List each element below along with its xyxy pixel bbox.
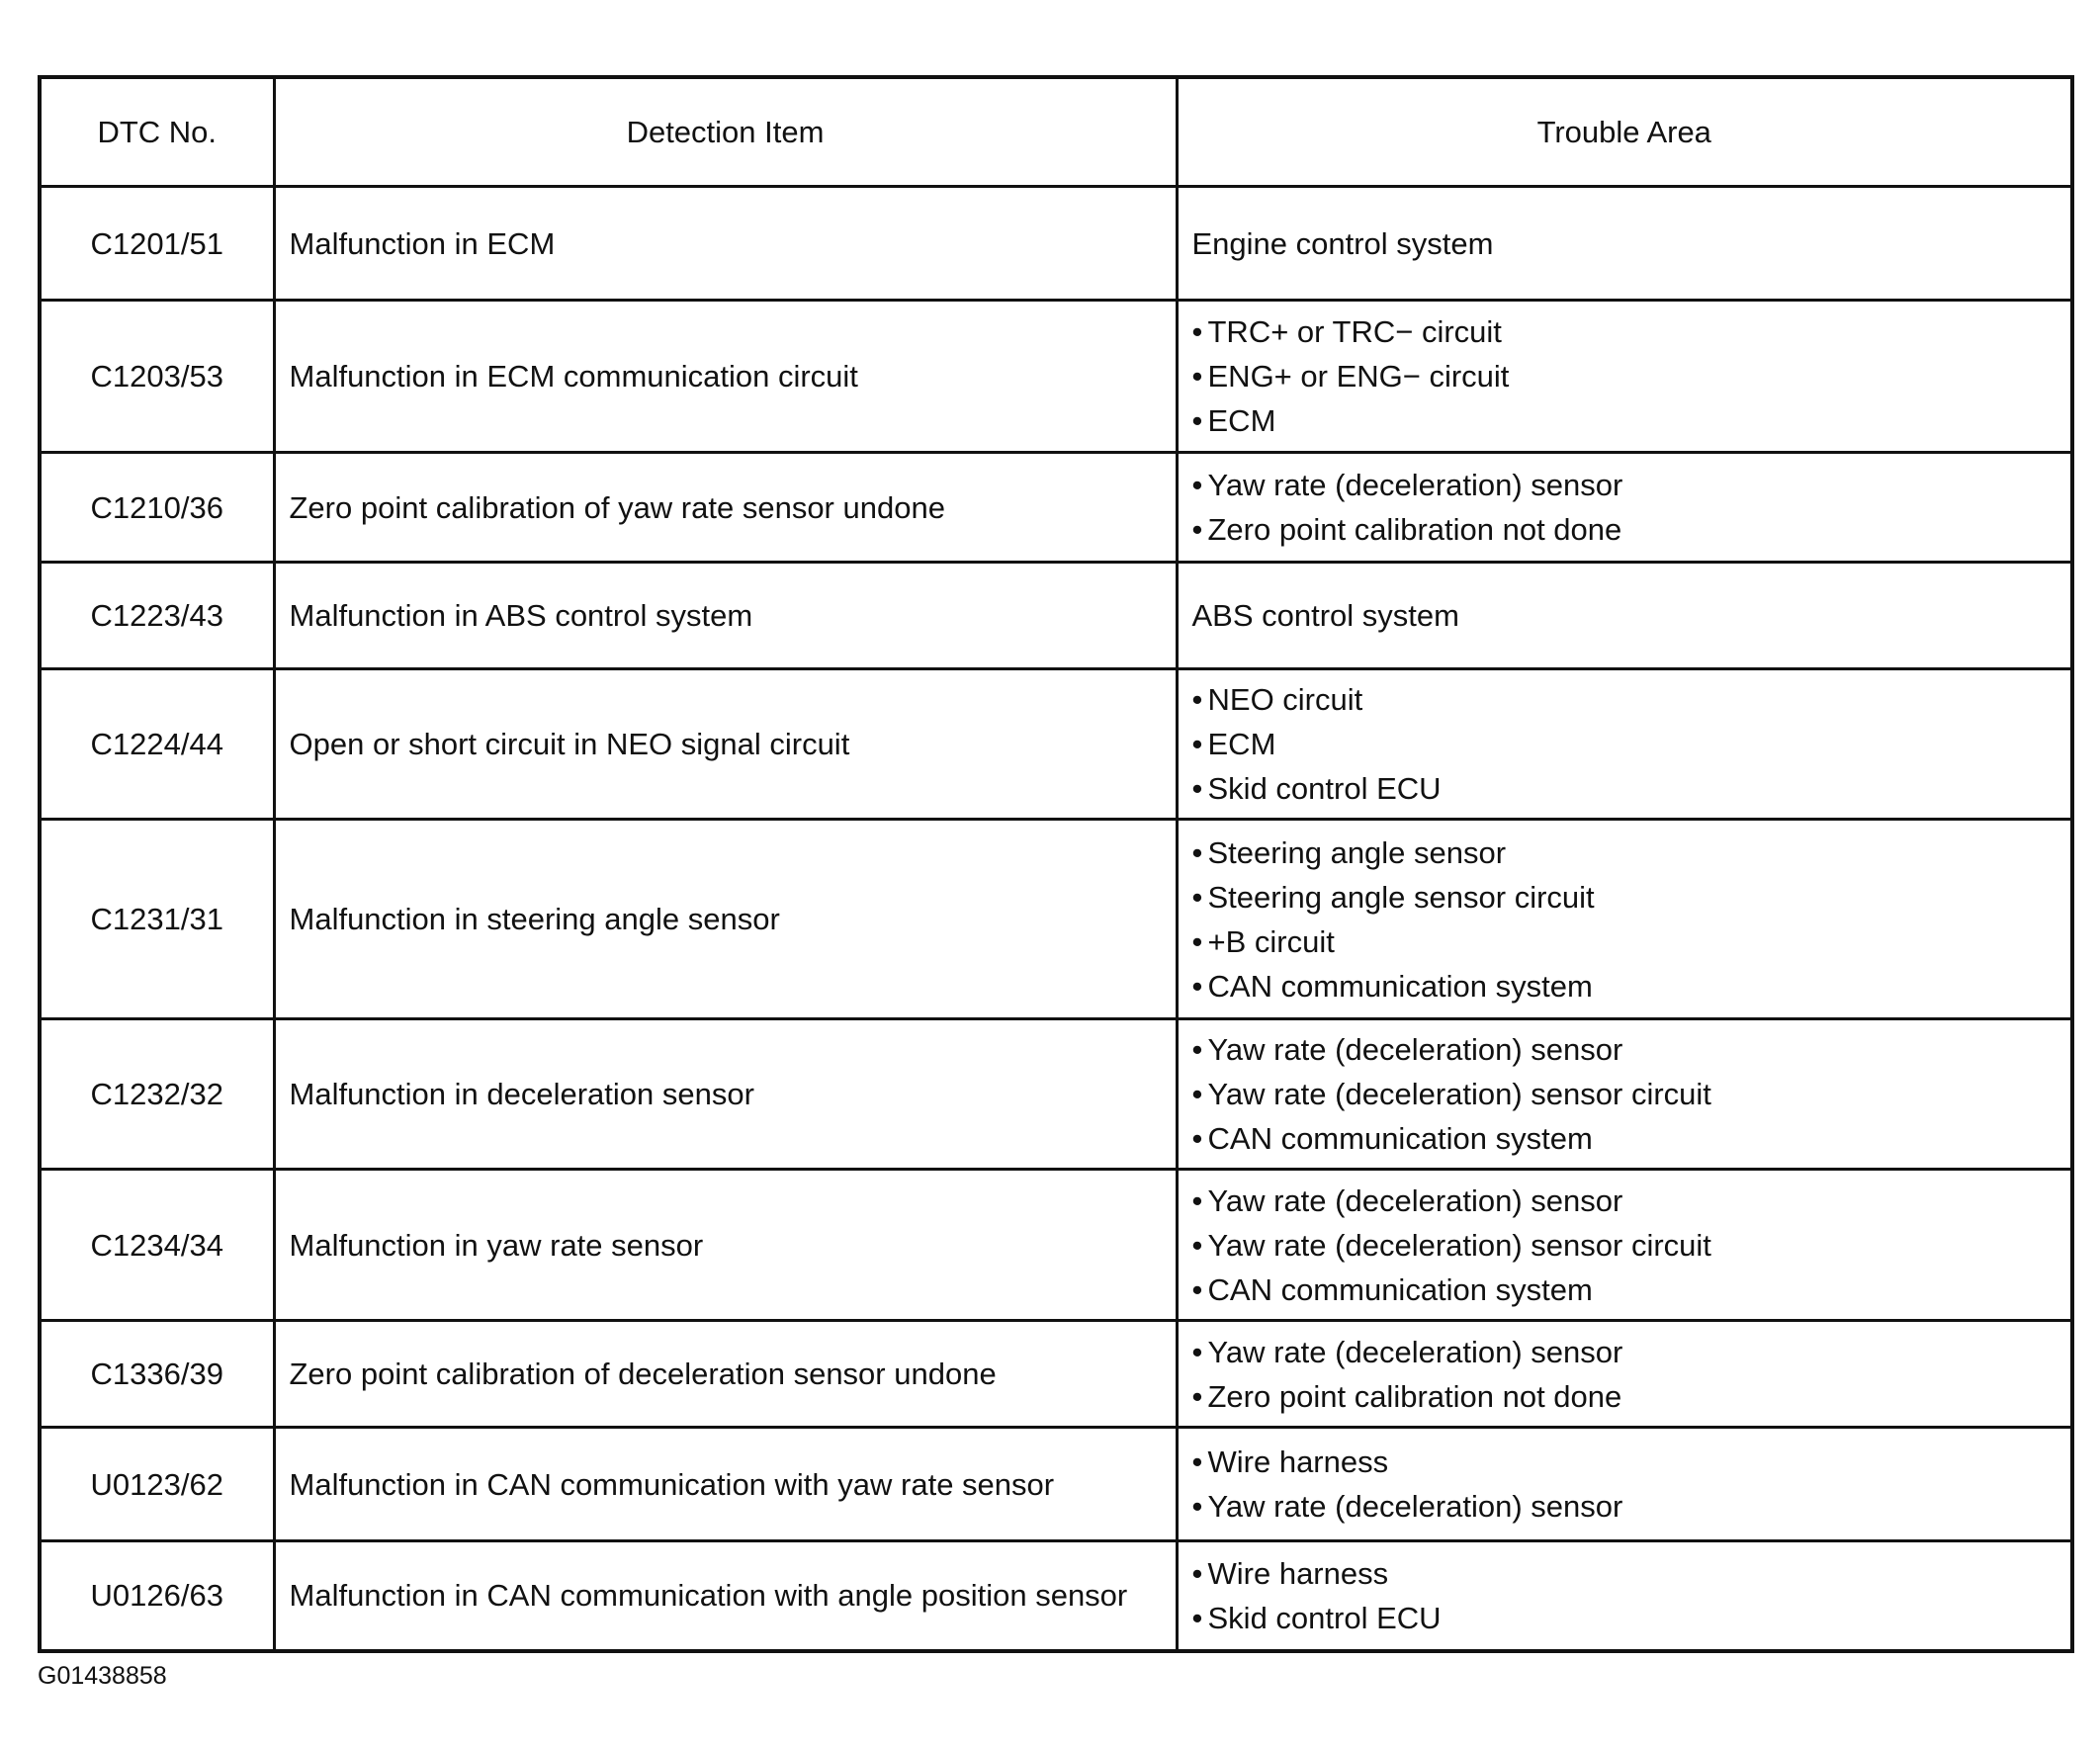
trouble-area-text: ENG+ or ENG− circuit <box>1207 359 1510 394</box>
trouble-area-text: Skid control ECU <box>1207 1600 1442 1635</box>
bullet-icon: • <box>1191 468 1203 502</box>
trouble-area-list <box>1192 831 2071 1008</box>
trouble-area-cell <box>1177 301 2072 453</box>
trouble-area-text: Yaw rate (deceleration) sensor <box>1207 1334 1623 1369</box>
bullet-icon: • <box>1191 1227 1203 1263</box>
dtc-code-cell: C1210/36 <box>40 453 274 563</box>
bullet-icon: • <box>1191 923 1203 959</box>
bullet-icon: • <box>1191 727 1203 761</box>
trouble-area-text: CAN communication system <box>1207 968 1593 1004</box>
trouble-area-item <box>1192 1223 2071 1268</box>
trouble-area-item <box>1192 398 2071 443</box>
trouble-area-cell <box>1177 453 2072 563</box>
bullet-icon: • <box>1191 314 1203 349</box>
table-row <box>40 1019 2072 1170</box>
dtc-code-cell: U0126/63 <box>40 1541 274 1651</box>
trouble-area-text: +B circuit <box>1207 923 1335 959</box>
bullet-icon: • <box>1191 1445 1203 1479</box>
trouble-area-item <box>1192 722 2071 766</box>
trouble-area-text: NEO circuit <box>1207 682 1363 717</box>
trouble-area-list <box>1192 677 2071 811</box>
detection-item-cell: Zero point calibration of yaw rate sensor undone <box>274 453 1177 563</box>
trouble-area-text: Zero point calibration not done <box>1207 1378 1622 1414</box>
trouble-area-item <box>1192 875 2071 919</box>
trouble-area-cell <box>1177 1541 2072 1651</box>
trouble-area-item <box>1192 964 2071 1008</box>
header-row <box>40 77 2072 187</box>
trouble-area-text: TRC+ or TRC− circuit <box>1207 314 1502 349</box>
trouble-area-item <box>1192 1116 2071 1161</box>
table-row <box>40 301 2072 453</box>
trouble-area-item <box>1192 463 2071 507</box>
trouble-area-item <box>1192 309 2071 354</box>
bullet-icon: • <box>1191 1489 1203 1524</box>
dtc-code-cell: C1232/32 <box>40 1019 274 1170</box>
table-row <box>40 1428 2072 1541</box>
trouble-area-item <box>1192 1374 2071 1419</box>
trouble-area-item <box>1192 677 2071 722</box>
trouble-area-item <box>1192 919 2071 964</box>
detection-item-cell: Malfunction in steering angle sensor <box>274 820 1177 1019</box>
header-trouble-area: Trouble Area <box>1177 77 2072 187</box>
detection-item-cell: Malfunction in ECM <box>274 187 1177 301</box>
bullet-icon: • <box>1191 403 1203 438</box>
trouble-area-item <box>1192 1440 2071 1484</box>
trouble-area-text: Steering angle sensor <box>1207 834 1507 870</box>
bullet-icon: • <box>1191 879 1203 915</box>
table-row <box>40 669 2072 820</box>
dtc-code-cell: C1224/44 <box>40 669 274 820</box>
trouble-area-item <box>1192 1551 2071 1596</box>
trouble-area-list <box>1192 1179 2071 1312</box>
figure-id: G01438858 <box>38 1662 167 1690</box>
table-row <box>40 187 2072 301</box>
trouble-area-item <box>1192 1596 2071 1640</box>
bullet-icon: • <box>1191 1271 1203 1307</box>
header-dtc-no: DTC No. <box>40 77 274 187</box>
trouble-area-cell <box>1177 1170 2072 1321</box>
bullet-icon: • <box>1191 1334 1203 1369</box>
trouble-area-list <box>1192 463 2071 552</box>
trouble-area-item <box>1192 1027 2071 1072</box>
trouble-area-text: ECM <box>1207 727 1276 761</box>
trouble-area-text: Yaw rate (deceleration) sensor <box>1207 1182 1623 1218</box>
trouble-area-cell <box>1177 820 2072 1019</box>
trouble-area-text: Yaw rate (deceleration) sensor <box>1207 1489 1623 1524</box>
detection-item-cell: Malfunction in CAN communication with angle position sensor <box>274 1541 1177 1651</box>
trouble-area-item <box>1192 507 2071 552</box>
trouble-area-list <box>1192 1551 2071 1640</box>
trouble-area-item <box>1192 1072 2071 1116</box>
dtc-table <box>38 75 2074 1653</box>
table-row <box>40 820 2072 1019</box>
trouble-area-text: Yaw rate (deceleration) sensor circuit <box>1207 1077 1711 1111</box>
trouble-area-text: Engine control system <box>1191 225 1494 261</box>
trouble-area-text: Wire harness <box>1207 1555 1389 1591</box>
trouble-area-text: Yaw rate (deceleration) sensor <box>1207 1032 1623 1067</box>
bullet-icon: • <box>1191 1600 1203 1635</box>
bullet-icon: • <box>1191 1032 1203 1067</box>
bullet-icon: • <box>1191 1555 1203 1591</box>
header-detection-item: Detection Item <box>274 77 1177 187</box>
trouble-area-item <box>1192 831 2071 875</box>
trouble-area-item <box>1192 1484 2071 1529</box>
dtc-code-cell: C1336/39 <box>40 1321 274 1428</box>
trouble-area-cell <box>1177 1321 2072 1428</box>
trouble-area-list <box>1192 1330 2071 1419</box>
dtc-code-cell: C1231/31 <box>40 820 274 1019</box>
dtc-code-cell: U0123/62 <box>40 1428 274 1541</box>
bullet-icon: • <box>1191 682 1203 717</box>
trouble-area-cell <box>1177 1428 2072 1541</box>
trouble-area-list <box>1192 1027 2071 1161</box>
table-body <box>40 187 2072 1651</box>
trouble-area-item <box>1192 354 2071 398</box>
bullet-icon: • <box>1191 834 1203 870</box>
trouble-area-text: Zero point calibration not done <box>1207 512 1622 547</box>
detection-item-cell: Open or short circuit in NEO signal circuit <box>274 669 1177 820</box>
detection-item-cell: Malfunction in yaw rate sensor <box>274 1170 1177 1321</box>
table-row <box>40 563 2072 669</box>
detection-item-cell: Zero point calibration of deceleration sensor undone <box>274 1321 1177 1428</box>
table-row <box>40 1541 2072 1651</box>
trouble-area-text: CAN communication system <box>1207 1121 1593 1156</box>
dtc-code-cell: C1234/34 <box>40 1170 274 1321</box>
bullet-icon: • <box>1191 1077 1203 1111</box>
dtc-code-cell: C1201/51 <box>40 187 274 301</box>
table-row <box>40 453 2072 563</box>
bullet-icon: • <box>1191 1378 1203 1414</box>
bullet-icon: • <box>1191 359 1203 394</box>
trouble-area-item <box>1192 1179 2071 1223</box>
detection-item-cell: Malfunction in ABS control system <box>274 563 1177 669</box>
trouble-area-cell <box>1177 669 2072 820</box>
trouble-area-text: Steering angle sensor circuit <box>1207 879 1595 915</box>
trouble-area-text: Yaw rate (deceleration) sensor <box>1207 468 1623 502</box>
bullet-icon: • <box>1191 968 1203 1004</box>
trouble-area-list <box>1192 309 2071 443</box>
bullet-icon: • <box>1191 512 1203 547</box>
trouble-area-text: Yaw rate (deceleration) sensor circuit <box>1207 1227 1711 1263</box>
bullet-icon: • <box>1191 771 1203 806</box>
trouble-area-text: Wire harness <box>1207 1445 1389 1479</box>
detection-item-cell: Malfunction in deceleration sensor <box>274 1019 1177 1170</box>
trouble-area-cell <box>1177 187 2072 301</box>
trouble-area-text: ECM <box>1207 403 1276 438</box>
trouble-area-text: ABS control system <box>1191 598 1459 633</box>
trouble-area-cell <box>1177 1019 2072 1170</box>
detection-item-cell: Malfunction in CAN communication with yaw rate sensor <box>274 1428 1177 1541</box>
trouble-area-text: CAN communication system <box>1207 1271 1593 1307</box>
trouble-area-text: Skid control ECU <box>1207 771 1442 806</box>
table-row <box>40 1321 2072 1428</box>
bullet-icon: • <box>1191 1121 1203 1156</box>
dtc-code-cell: C1223/43 <box>40 563 274 669</box>
trouble-area-item <box>1192 766 2071 811</box>
trouble-area-item <box>1192 1268 2071 1312</box>
table-row <box>40 1170 2072 1321</box>
trouble-area-list <box>1192 1440 2071 1529</box>
trouble-area-item <box>1192 1330 2071 1374</box>
dtc-code-cell: C1203/53 <box>40 301 274 453</box>
trouble-area-cell <box>1177 563 2072 669</box>
detection-item-cell: Malfunction in ECM communication circuit <box>274 301 1177 453</box>
bullet-icon: • <box>1191 1182 1203 1218</box>
